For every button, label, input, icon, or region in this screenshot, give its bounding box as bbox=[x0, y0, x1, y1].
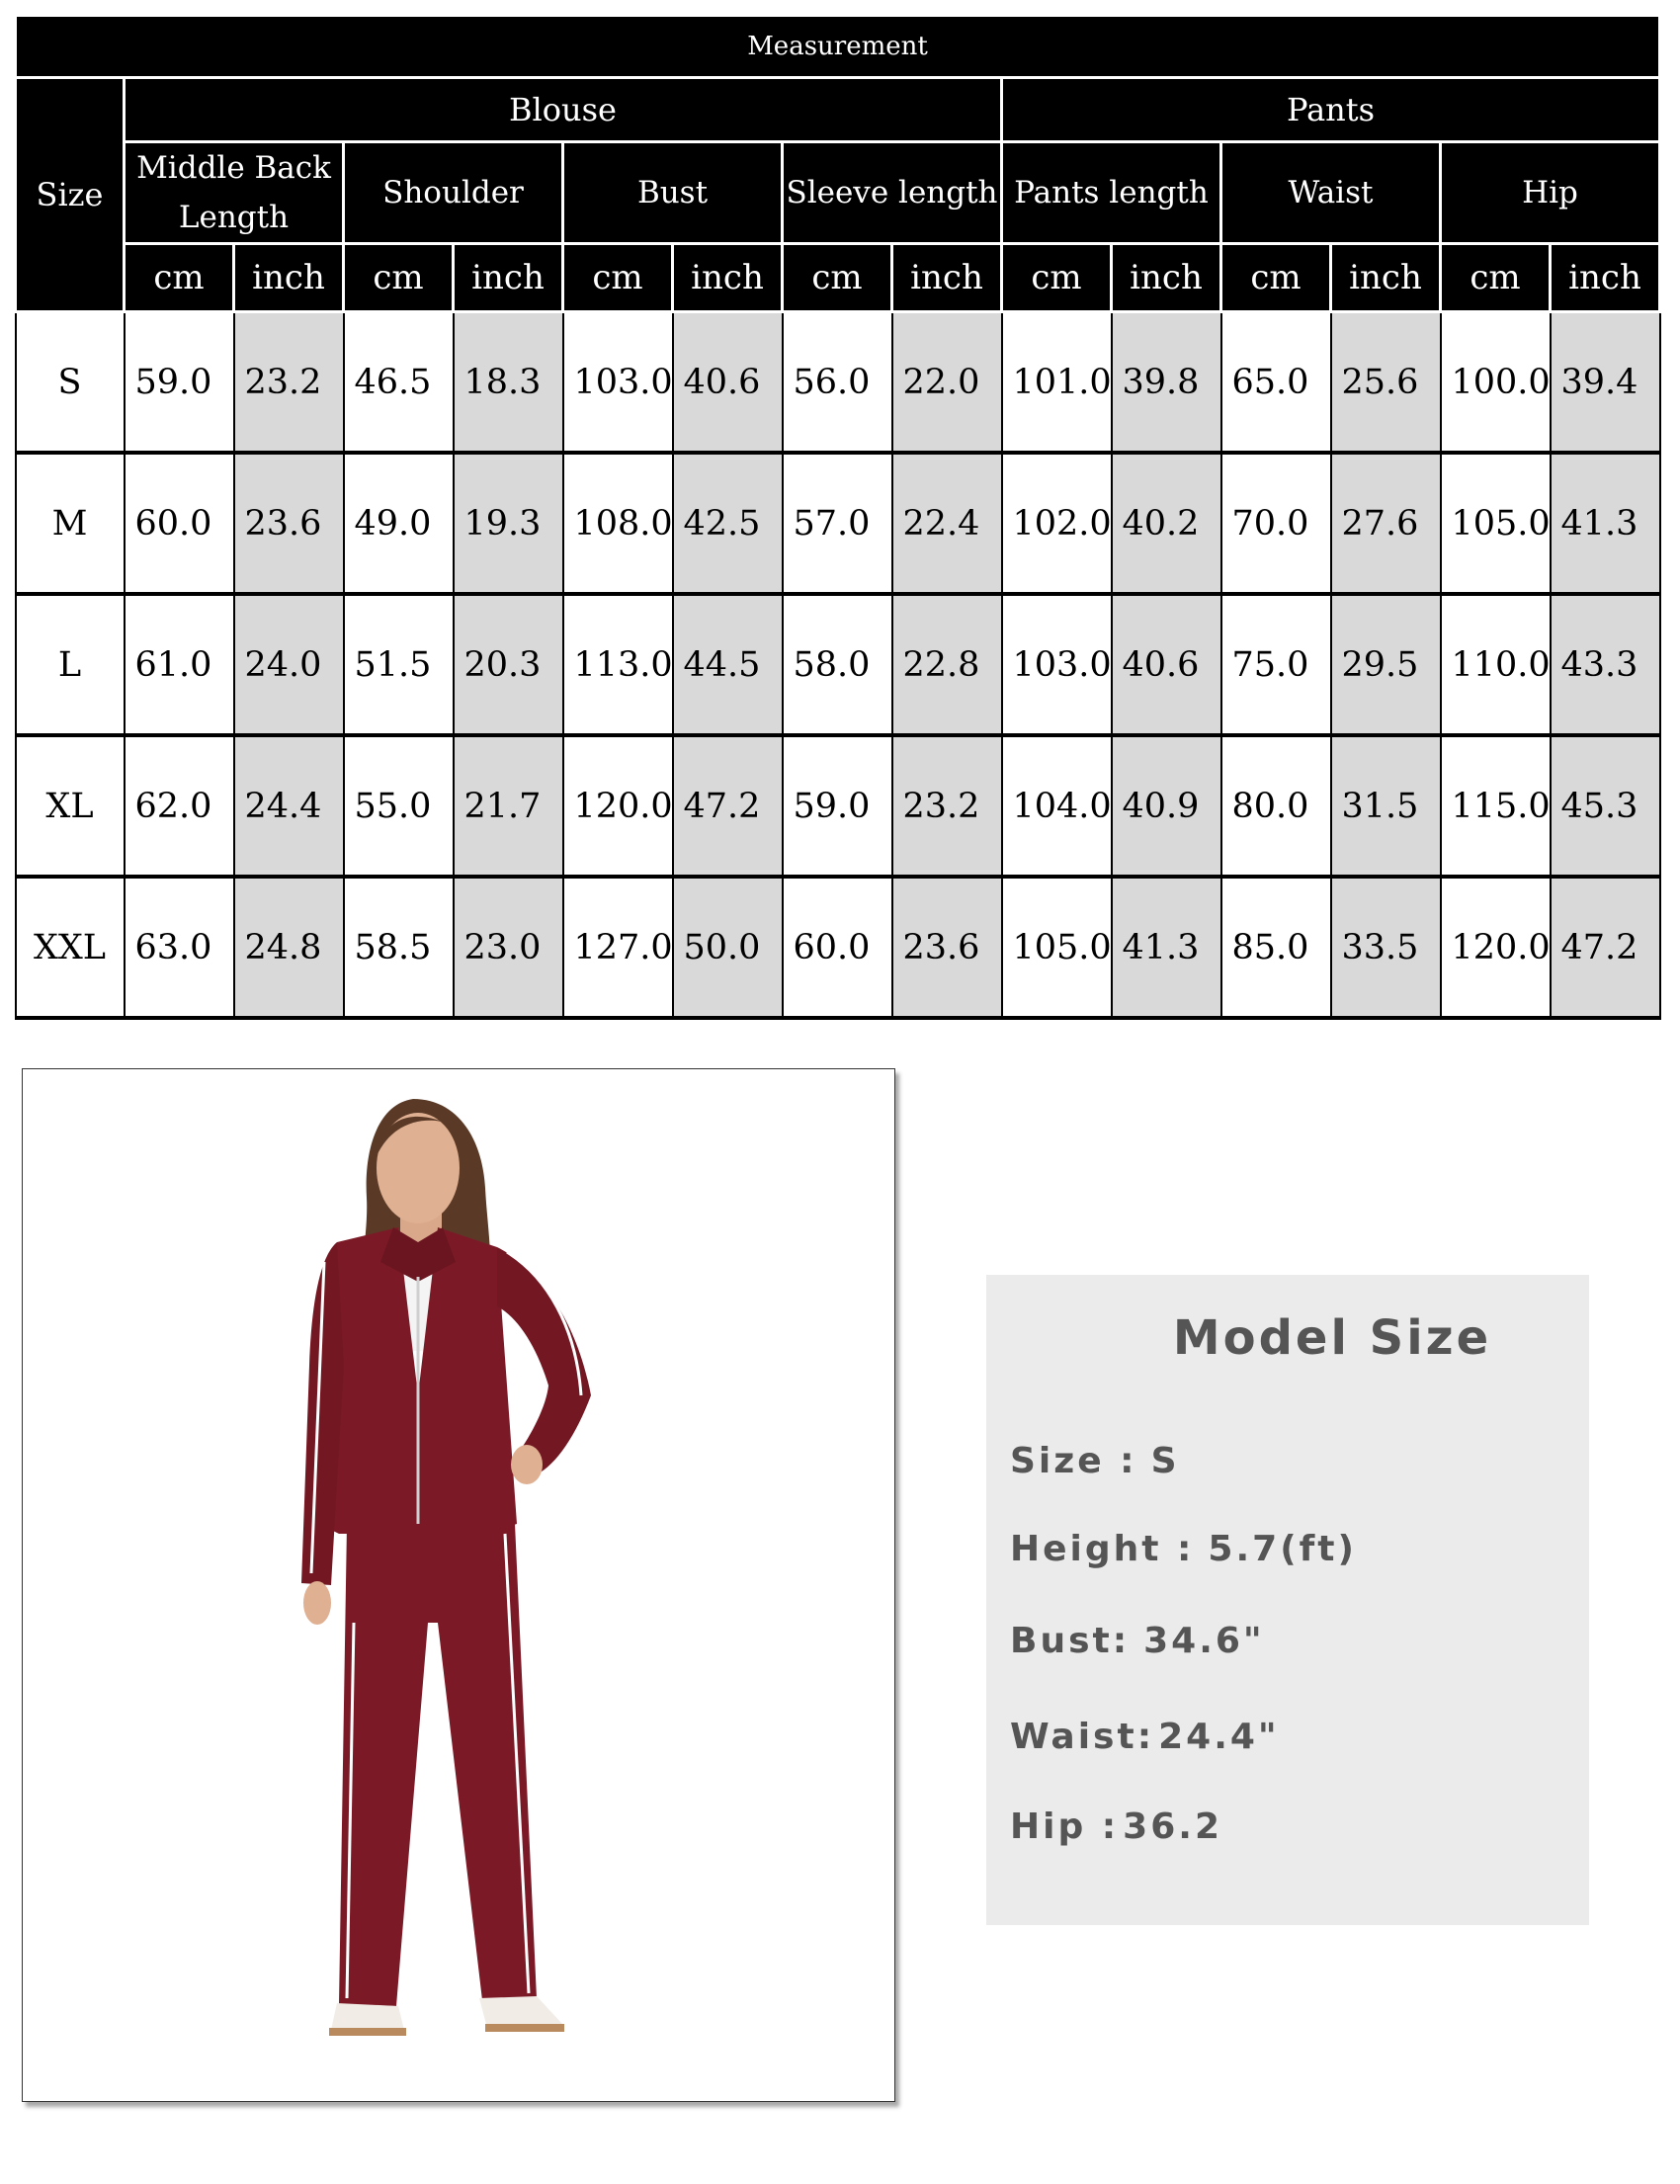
inch-value-cell: 47.2 bbox=[1551, 877, 1660, 1018]
cm-value-cell: 57.0 bbox=[783, 453, 892, 594]
spec-label: Height : bbox=[1010, 1529, 1195, 1569]
cm-value-cell: 110.0 bbox=[1441, 594, 1551, 735]
cm-value-cell: 80.0 bbox=[1221, 735, 1331, 877]
inch-value-cell: 24.8 bbox=[234, 877, 344, 1018]
spec-bust bbox=[1010, 1621, 1265, 1661]
unit-inch-header: inch bbox=[1331, 244, 1441, 312]
cm-value-cell: 60.0 bbox=[783, 877, 892, 1018]
spec-value: S bbox=[1150, 1441, 1180, 1481]
cm-value-cell: 56.0 bbox=[783, 312, 892, 454]
inch-value-cell: 43.3 bbox=[1551, 594, 1660, 735]
cm-value-cell: 102.0 bbox=[1002, 453, 1112, 594]
inch-value-cell: 44.5 bbox=[673, 594, 783, 735]
table-row bbox=[16, 877, 1660, 1018]
metric-bust: Bust bbox=[563, 142, 783, 244]
spec-label: Bust: bbox=[1010, 1621, 1131, 1661]
inch-value-cell: 24.0 bbox=[234, 594, 344, 735]
metric-label-line1: Middle Back bbox=[136, 150, 331, 186]
cm-value-cell: 63.0 bbox=[125, 877, 234, 1018]
unit-inch-header: inch bbox=[1112, 244, 1221, 312]
cm-value-cell: 58.0 bbox=[783, 594, 892, 735]
cm-value-cell: 105.0 bbox=[1441, 453, 1551, 594]
table-row bbox=[16, 312, 1660, 454]
inch-value-cell: 40.6 bbox=[1112, 594, 1221, 735]
inch-value-cell: 23.2 bbox=[892, 735, 1002, 877]
unit-cm-header: cm bbox=[1002, 244, 1112, 312]
unit-inch-header: inch bbox=[454, 244, 563, 312]
cm-value-cell: 103.0 bbox=[1002, 594, 1112, 735]
inch-value-cell: 29.5 bbox=[1331, 594, 1441, 735]
inch-value-cell: 41.3 bbox=[1112, 877, 1221, 1018]
metric-label-line2: Length bbox=[178, 200, 290, 235]
cm-value-cell: 120.0 bbox=[563, 735, 673, 877]
cm-value-cell: 65.0 bbox=[1221, 312, 1331, 454]
inch-value-cell: 50.0 bbox=[673, 877, 783, 1018]
inch-value-cell: 23.0 bbox=[454, 877, 563, 1018]
inch-value-cell: 22.0 bbox=[892, 312, 1002, 454]
unit-cm-header: cm bbox=[125, 244, 234, 312]
cm-value-cell: 120.0 bbox=[1441, 877, 1551, 1018]
metric-pants-length: Pants length bbox=[1002, 142, 1221, 244]
spec-hip bbox=[1010, 1806, 1222, 1847]
unit-inch-header: inch bbox=[1551, 244, 1660, 312]
spec-height bbox=[1010, 1529, 1357, 1569]
cm-value-cell: 127.0 bbox=[563, 877, 673, 1018]
table-title: Measurement bbox=[16, 16, 1660, 78]
size-cell: M bbox=[16, 453, 125, 594]
inch-value-cell: 24.4 bbox=[234, 735, 344, 877]
cm-value-cell: 58.5 bbox=[344, 877, 454, 1018]
inch-value-cell: 20.3 bbox=[454, 594, 563, 735]
cm-value-cell: 46.5 bbox=[344, 312, 454, 454]
cm-value-cell: 108.0 bbox=[563, 453, 673, 594]
unit-inch-header: inch bbox=[234, 244, 344, 312]
unit-cm-header: cm bbox=[344, 244, 454, 312]
size-cell: S bbox=[16, 312, 125, 454]
size-cell: L bbox=[16, 594, 125, 735]
model-size-card bbox=[986, 1275, 1589, 1925]
size-chart-table bbox=[14, 14, 1661, 1020]
cm-value-cell: 70.0 bbox=[1221, 453, 1331, 594]
inch-value-cell: 22.8 bbox=[892, 594, 1002, 735]
inch-value-cell: 39.8 bbox=[1112, 312, 1221, 454]
cm-value-cell: 105.0 bbox=[1002, 877, 1112, 1018]
model-illustration bbox=[23, 1069, 894, 2101]
unit-inch-header: inch bbox=[892, 244, 1002, 312]
table-row bbox=[16, 453, 1660, 594]
group-blouse: Blouse bbox=[125, 78, 1002, 142]
spec-value: 24.4" bbox=[1158, 1717, 1280, 1757]
cm-value-cell: 115.0 bbox=[1441, 735, 1551, 877]
inch-value-cell: 27.6 bbox=[1331, 453, 1441, 594]
unit-cm-header: cm bbox=[783, 244, 892, 312]
table-row bbox=[16, 594, 1660, 735]
cm-value-cell: 85.0 bbox=[1221, 877, 1331, 1018]
model-size-title: Model Size bbox=[1172, 1310, 1492, 1366]
unit-cm-header: cm bbox=[1441, 244, 1551, 312]
spec-waist bbox=[1010, 1717, 1280, 1757]
unit-cm-header: cm bbox=[1221, 244, 1331, 312]
inch-value-cell: 33.5 bbox=[1331, 877, 1441, 1018]
spec-size bbox=[1010, 1441, 1180, 1481]
inch-value-cell: 40.6 bbox=[673, 312, 783, 454]
inch-value-cell: 39.4 bbox=[1551, 312, 1660, 454]
inch-value-cell: 18.3 bbox=[454, 312, 563, 454]
cm-value-cell: 100.0 bbox=[1441, 312, 1551, 454]
inch-value-cell: 40.2 bbox=[1112, 453, 1221, 594]
table-row bbox=[16, 735, 1660, 877]
inch-value-cell: 47.2 bbox=[673, 735, 783, 877]
inch-value-cell: 41.3 bbox=[1551, 453, 1660, 594]
cm-value-cell: 59.0 bbox=[125, 312, 234, 454]
metric-middle-back-length bbox=[125, 142, 344, 244]
metric-waist: Waist bbox=[1221, 142, 1441, 244]
inch-value-cell: 40.9 bbox=[1112, 735, 1221, 877]
spec-value: 5.7(ft) bbox=[1208, 1529, 1357, 1569]
cm-value-cell: 61.0 bbox=[125, 594, 234, 735]
metric-hip: Hip bbox=[1441, 142, 1660, 244]
size-header: Size bbox=[16, 78, 125, 312]
inch-value-cell: 19.3 bbox=[454, 453, 563, 594]
inch-value-cell: 23.2 bbox=[234, 312, 344, 454]
inch-value-cell: 25.6 bbox=[1331, 312, 1441, 454]
inch-value-cell: 23.6 bbox=[892, 877, 1002, 1018]
cm-value-cell: 75.0 bbox=[1221, 594, 1331, 735]
size-cell: XXL bbox=[16, 877, 125, 1018]
cm-value-cell: 62.0 bbox=[125, 735, 234, 877]
unit-cm-header: cm bbox=[563, 244, 673, 312]
cm-value-cell: 51.5 bbox=[344, 594, 454, 735]
spec-value: 36.2 bbox=[1123, 1806, 1222, 1847]
metric-sleeve-length: Sleeve length bbox=[783, 142, 1002, 244]
inch-value-cell: 21.7 bbox=[454, 735, 563, 877]
size-cell: XL bbox=[16, 735, 125, 877]
inch-value-cell: 31.5 bbox=[1331, 735, 1441, 877]
cm-value-cell: 55.0 bbox=[344, 735, 454, 877]
cm-value-cell: 103.0 bbox=[563, 312, 673, 454]
spec-label: Waist: bbox=[1010, 1717, 1155, 1757]
spec-value: 34.6" bbox=[1143, 1621, 1265, 1661]
model-photo bbox=[22, 1068, 895, 2102]
inch-value-cell: 22.4 bbox=[892, 453, 1002, 594]
cm-value-cell: 49.0 bbox=[344, 453, 454, 594]
spec-label: Hip : bbox=[1010, 1806, 1120, 1847]
cm-value-cell: 60.0 bbox=[125, 453, 234, 594]
unit-inch-header: inch bbox=[673, 244, 783, 312]
cm-value-cell: 104.0 bbox=[1002, 735, 1112, 877]
cm-value-cell: 59.0 bbox=[783, 735, 892, 877]
metric-shoulder: Shoulder bbox=[344, 142, 563, 244]
inch-value-cell: 45.3 bbox=[1551, 735, 1660, 877]
cm-value-cell: 101.0 bbox=[1002, 312, 1112, 454]
inch-value-cell: 42.5 bbox=[673, 453, 783, 594]
spec-label: Size : bbox=[1010, 1441, 1137, 1481]
inch-value-cell: 23.6 bbox=[234, 453, 344, 594]
cm-value-cell: 113.0 bbox=[563, 594, 673, 735]
group-pants: Pants bbox=[1002, 78, 1660, 142]
